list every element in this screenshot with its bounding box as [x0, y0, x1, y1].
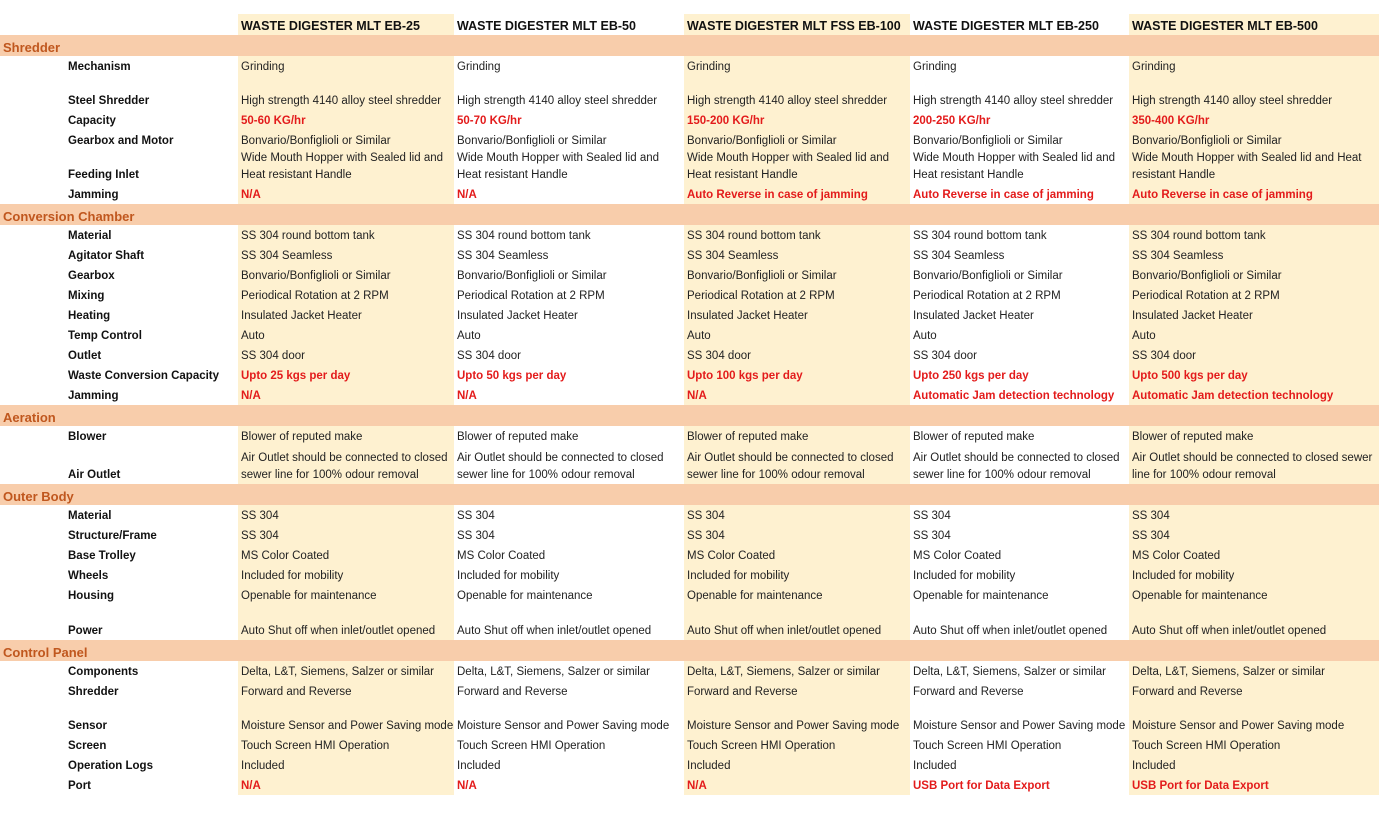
table-row	[0, 565, 1379, 585]
spec-value: Insulated Jacket Heater	[238, 305, 454, 325]
spec-value: Periodical Rotation at 2 RPM	[1129, 285, 1379, 305]
spec-value: Delta, L&T, Siemens, Salzer or similar	[454, 661, 684, 681]
spec-value: Air Outlet should be connected to closed sewer line for 100% odour removal	[684, 446, 910, 484]
table-row	[0, 56, 1379, 76]
spec-value: Air Outlet should be connected to closed sewer line for 100% odour removal	[910, 446, 1129, 484]
model-header: WASTE DIGESTER MLT EB-50	[454, 14, 684, 35]
section-title: Control Panel	[0, 640, 1379, 661]
spec-value: Bonvario/Bonfiglioli or Similar	[454, 265, 684, 285]
spec-value: Air Outlet should be connected to closed sewer line for 100% odour removal	[454, 446, 684, 484]
spec-value: N/A	[454, 184, 684, 204]
spec-value: SS 304 door	[238, 345, 454, 365]
spec-value: Forward and Reverse	[454, 681, 684, 701]
spec-value: Blower of reputed make	[1129, 426, 1379, 446]
header-corner	[0, 14, 238, 35]
table-row	[0, 150, 1379, 184]
table-row	[0, 505, 1379, 525]
table-row	[0, 365, 1379, 385]
spec-value: Bonvario/Bonfiglioli or Similar	[684, 265, 910, 285]
spec-value: SS 304 door	[1129, 345, 1379, 365]
spec-value: SS 304 Seamless	[910, 245, 1129, 265]
table-row	[0, 775, 1379, 795]
spec-value: Forward and Reverse	[684, 681, 910, 701]
spec-value: Insulated Jacket Heater	[1129, 305, 1379, 325]
row-label: Jamming	[68, 390, 119, 402]
spec-value: SS 304	[238, 505, 454, 525]
spec-value: Forward and Reverse	[910, 681, 1129, 701]
spec-value: SS 304	[454, 525, 684, 545]
spec-value: Moisture Sensor and Power Saving mode	[910, 701, 1129, 735]
spec-value: Openable for maintenance	[1129, 585, 1379, 605]
spec-value: Included for mobility	[910, 565, 1129, 585]
spec-value: Periodical Rotation at 2 RPM	[238, 285, 454, 305]
spec-value: Bonvario/Bonfiglioli or Similar	[238, 130, 454, 150]
spec-value: Upto 50 kgs per day	[454, 365, 684, 385]
spec-value: Auto Shut off when inlet/outlet opened	[1129, 605, 1379, 640]
spec-value: Included	[910, 755, 1129, 775]
row-label: Gearbox and Motor	[68, 135, 174, 147]
row-label: Blower	[68, 431, 107, 443]
comparison-table	[0, 14, 1379, 795]
spec-value: Included	[1129, 755, 1379, 775]
spec-value: Grinding	[910, 56, 1129, 76]
spec-value: Blower of reputed make	[238, 426, 454, 446]
spec-value: Bonvario/Bonfiglioli or Similar	[910, 130, 1129, 150]
spec-value: N/A	[454, 775, 684, 795]
spec-value: Insulated Jacket Heater	[910, 305, 1129, 325]
spec-value: Automatic Jam detection technology	[1129, 385, 1379, 405]
spec-value: Forward and Reverse	[1129, 681, 1379, 701]
model-header: WASTE DIGESTER MLT EB-25	[238, 14, 454, 35]
row-label: Structure/Frame	[68, 530, 157, 542]
spec-value: Wide Mouth Hopper with Sealed lid and Heat resistant Handle	[910, 150, 1129, 184]
table-row	[0, 661, 1379, 681]
spec-value: SS 304	[238, 525, 454, 545]
table-row	[0, 110, 1379, 130]
table-row	[0, 385, 1379, 405]
spec-value: Moisture Sensor and Power Saving mode	[684, 701, 910, 735]
row-label: Feeding Inlet	[68, 169, 139, 181]
spec-value: Grinding	[238, 56, 454, 76]
spec-value: Air Outlet should be connected to closed sewer line for 100% odour removal	[238, 446, 454, 484]
spec-value: N/A	[684, 385, 910, 405]
spec-value: Auto	[238, 325, 454, 345]
spec-value: Blower of reputed make	[684, 426, 910, 446]
row-label: Base Trolley	[68, 550, 136, 562]
table-body	[0, 14, 1379, 795]
spec-value: SS 304 door	[454, 345, 684, 365]
spec-value: Periodical Rotation at 2 RPM	[684, 285, 910, 305]
spec-value: Auto Reverse in case of jamming	[910, 184, 1129, 204]
spec-value: N/A	[684, 775, 910, 795]
section-row-shredder	[0, 35, 1379, 56]
spec-value: Upto 100 kgs per day	[684, 365, 910, 385]
table-row	[0, 305, 1379, 325]
spec-value: MS Color Coated	[910, 545, 1129, 565]
table-row	[0, 605, 1379, 640]
spec-value: SS 304 door	[910, 345, 1129, 365]
table-row	[0, 735, 1379, 755]
spec-value: N/A	[238, 385, 454, 405]
spec-value: Included for mobility	[454, 565, 684, 585]
spec-value: Bonvario/Bonfiglioli or Similar	[1129, 265, 1379, 285]
table-row	[0, 245, 1379, 265]
section-title: Outer Body	[0, 484, 1379, 505]
spec-value: Delta, L&T, Siemens, Salzer or similar	[238, 661, 454, 681]
spec-value: N/A	[238, 184, 454, 204]
row-label: Wheels	[68, 570, 109, 582]
spec-value: Auto Reverse in case of jamming	[684, 184, 910, 204]
spec-value: Touch Screen HMI Operation	[910, 735, 1129, 755]
spec-value: Included for mobility	[684, 565, 910, 585]
spec-value: SS 304 Seamless	[454, 245, 684, 265]
row-label: Waste Conversion Capacity	[68, 370, 220, 382]
spec-value: SS 304	[684, 505, 910, 525]
table-row	[0, 701, 1379, 735]
row-label: Sensor	[68, 720, 107, 732]
table-row	[0, 681, 1379, 701]
spec-value: Bonvario/Bonfiglioli or Similar	[1129, 130, 1379, 150]
table-row	[0, 76, 1379, 110]
table-row	[0, 285, 1379, 305]
spec-value: Openable for maintenance	[238, 585, 454, 605]
spec-value: SS 304 Seamless	[684, 245, 910, 265]
spec-value: Upto 500 kgs per day	[1129, 365, 1379, 385]
table-row	[0, 545, 1379, 565]
spec-value: SS 304	[1129, 525, 1379, 545]
spec-value: Auto Shut off when inlet/outlet opened	[238, 605, 454, 640]
spec-value: Delta, L&T, Siemens, Salzer or similar	[1129, 661, 1379, 681]
row-label: Shredder	[68, 686, 119, 698]
spec-value: SS 304	[910, 505, 1129, 525]
section-title: Conversion Chamber	[0, 204, 1379, 225]
spec-value: Air Outlet should be connected to closed sewer line for 100% odour removal	[1129, 446, 1379, 484]
spec-value: SS 304 round bottom tank	[684, 225, 910, 245]
row-label: Material	[68, 510, 112, 522]
table-row	[0, 755, 1379, 775]
spec-value: Wide Mouth Hopper with Sealed lid and Heat resistant Handle	[1129, 150, 1379, 184]
spec-value: Periodical Rotation at 2 RPM	[454, 285, 684, 305]
spec-value: High strength 4140 alloy steel shredder	[1129, 76, 1379, 110]
spec-value: Grinding	[1129, 56, 1379, 76]
section-title: Aeration	[0, 405, 1379, 426]
spec-value: Grinding	[684, 56, 910, 76]
spec-value: 50-60 KG/hr	[238, 110, 454, 130]
spec-value: Included	[238, 755, 454, 775]
spec-value: SS 304 door	[684, 345, 910, 365]
section-row-conversion-chamber	[0, 204, 1379, 225]
spec-value: Included for mobility	[238, 565, 454, 585]
spec-value: Touch Screen HMI Operation	[454, 735, 684, 755]
row-label: Agitator Shaft	[68, 250, 145, 262]
spec-value: Auto	[1129, 325, 1379, 345]
spec-value: Included	[454, 755, 684, 775]
row-label: Housing	[68, 590, 114, 602]
spec-value: Openable for maintenance	[910, 585, 1129, 605]
row-label: Steel Shredder	[68, 95, 150, 107]
header-row	[0, 14, 1379, 35]
spec-value: 350-400 KG/hr	[1129, 110, 1379, 130]
spec-value: Auto	[910, 325, 1129, 345]
row-label: Outlet	[68, 350, 102, 362]
spec-value: High strength 4140 alloy steel shredder	[454, 76, 684, 110]
spec-value: Touch Screen HMI Operation	[684, 735, 910, 755]
row-label: Mixing	[68, 290, 105, 302]
spec-value: N/A	[454, 385, 684, 405]
spec-value: Wide Mouth Hopper with Sealed lid and Heat resistant Handle	[238, 150, 454, 184]
spec-value: Periodical Rotation at 2 RPM	[910, 285, 1129, 305]
spec-value: Upto 25 kgs per day	[238, 365, 454, 385]
model-header: WASTE DIGESTER MLT EB-250	[910, 14, 1129, 35]
spec-value: USB Port for Data Export	[1129, 775, 1379, 795]
spec-value: 50-70 KG/hr	[454, 110, 684, 130]
spec-value: Bonvario/Bonfiglioli or Similar	[910, 265, 1129, 285]
spec-value: Insulated Jacket Heater	[684, 305, 910, 325]
spec-value: MS Color Coated	[684, 545, 910, 565]
spec-value: SS 304	[1129, 505, 1379, 525]
spec-value: MS Color Coated	[238, 545, 454, 565]
spec-value: Auto Shut off when inlet/outlet opened	[910, 605, 1129, 640]
spec-value: Auto Shut off when inlet/outlet opened	[684, 605, 910, 640]
table-row	[0, 446, 1379, 484]
section-row-outer-body	[0, 484, 1379, 505]
spec-value: Included for mobility	[1129, 565, 1379, 585]
spec-value: Moisture Sensor and Power Saving mode	[454, 701, 684, 735]
row-label: Operation Logs	[68, 760, 153, 772]
spec-value: SS 304 Seamless	[1129, 245, 1379, 265]
table-row	[0, 525, 1379, 545]
spec-value: Auto Shut off when inlet/outlet opened	[454, 605, 684, 640]
row-label: Capacity	[68, 115, 116, 127]
row-label: Gearbox	[68, 270, 115, 282]
row-label: Heating	[68, 310, 111, 322]
table-row	[0, 585, 1379, 605]
spec-value: Insulated Jacket Heater	[454, 305, 684, 325]
spec-value: Forward and Reverse	[238, 681, 454, 701]
spec-value: Blower of reputed make	[454, 426, 684, 446]
spec-value: Bonvario/Bonfiglioli or Similar	[238, 265, 454, 285]
spec-value: Openable for maintenance	[684, 585, 910, 605]
spec-value: SS 304	[454, 505, 684, 525]
spec-value: Wide Mouth Hopper with Sealed lid and Heat resistant Handle	[454, 150, 684, 184]
spec-value: Upto 250 kgs per day	[910, 365, 1129, 385]
spec-value: Auto Reverse in case of jamming	[1129, 184, 1379, 204]
spec-value: 150-200 KG/hr	[684, 110, 910, 130]
spec-value: Included	[684, 755, 910, 775]
spec-value: Touch Screen HMI Operation	[1129, 735, 1379, 755]
spec-value: SS 304 round bottom tank	[1129, 225, 1379, 245]
spec-value: 200-250 KG/hr	[910, 110, 1129, 130]
spec-value: SS 304 round bottom tank	[238, 225, 454, 245]
spec-value: High strength 4140 alloy steel shredder	[910, 76, 1129, 110]
row-label: Port	[68, 780, 91, 792]
spec-value: Moisture Sensor and Power Saving mode	[238, 701, 454, 735]
row-label: Mechanism	[68, 61, 131, 73]
spec-value: SS 304 round bottom tank	[454, 225, 684, 245]
spec-value: N/A	[238, 775, 454, 795]
row-label: Air Outlet	[68, 469, 121, 481]
table-row	[0, 130, 1379, 150]
spec-value: SS 304	[684, 525, 910, 545]
spec-value: Delta, L&T, Siemens, Salzer or similar	[684, 661, 910, 681]
spec-value: Blower of reputed make	[910, 426, 1129, 446]
table-row	[0, 265, 1379, 285]
table-row	[0, 345, 1379, 365]
spec-value: MS Color Coated	[1129, 545, 1379, 565]
row-label: Temp Control	[68, 330, 142, 342]
row-label: Jamming	[68, 189, 119, 201]
spec-value: Wide Mouth Hopper with Sealed lid and Heat resistant Handle	[684, 150, 910, 184]
section-row-control-panel	[0, 640, 1379, 661]
spec-value: USB Port for Data Export	[910, 775, 1129, 795]
spec-value: Auto	[684, 325, 910, 345]
spec-value: Automatic Jam detection technology	[910, 385, 1129, 405]
row-label: Screen	[68, 740, 107, 752]
row-label: Components	[68, 666, 139, 678]
spec-value: Auto	[454, 325, 684, 345]
model-header: WASTE DIGESTER MLT EB-500	[1129, 14, 1379, 35]
row-label: Material	[68, 230, 112, 242]
table-row	[0, 184, 1379, 204]
spec-value: SS 304	[910, 525, 1129, 545]
spec-value: High strength 4140 alloy steel shredder	[684, 76, 910, 110]
spec-value: Bonvario/Bonfiglioli or Similar	[454, 130, 684, 150]
table-row	[0, 426, 1379, 446]
section-row-aeration	[0, 405, 1379, 426]
spec-value: Openable for maintenance	[454, 585, 684, 605]
spec-value: Delta, L&T, Siemens, Salzer or similar	[910, 661, 1129, 681]
spec-value: SS 304 round bottom tank	[910, 225, 1129, 245]
row-label: Power	[68, 625, 103, 637]
section-title: Shredder	[0, 35, 1379, 56]
spec-value: High strength 4140 alloy steel shredder	[238, 76, 454, 110]
spec-value: Moisture Sensor and Power Saving mode	[1129, 701, 1379, 735]
table-row	[0, 325, 1379, 345]
spec-value: SS 304 Seamless	[238, 245, 454, 265]
spec-value: MS Color Coated	[454, 545, 684, 565]
model-header: WASTE DIGESTER MLT FSS EB-100	[684, 14, 910, 35]
spec-value: Grinding	[454, 56, 684, 76]
table-row	[0, 225, 1379, 245]
spec-value: Bonvario/Bonfiglioli or Similar	[684, 130, 910, 150]
spec-value: Touch Screen HMI Operation	[238, 735, 454, 755]
